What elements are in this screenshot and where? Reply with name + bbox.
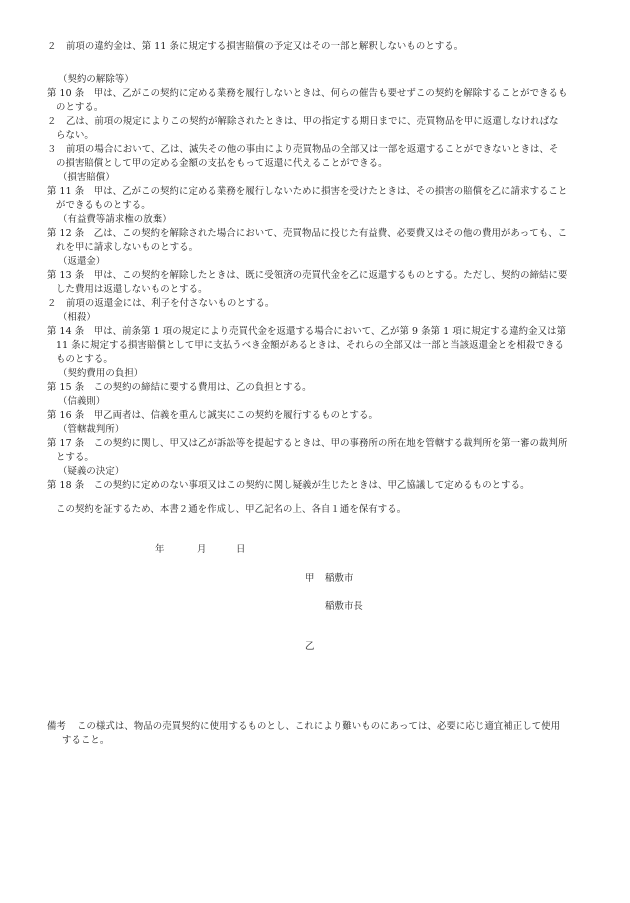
section-heading: （疑義の決定） xyxy=(58,466,125,477)
section-heading: （有益費等請求権の放棄） xyxy=(58,214,172,225)
closing-statement: この契約を証するため、本書２通を作成し、甲乙記名の上、各自１通を保有する。 xyxy=(56,504,407,515)
section-heading: （損害賠償） xyxy=(58,172,115,183)
text-line: 第 11 条 甲は、乙がこの契約に定める業務を履行しないために損害を受けたときは、その損害の賠償を乙に請求すること xyxy=(47,186,568,197)
section-heading: （契約の解除等） xyxy=(58,74,134,85)
text-line: ２ 前項の返還金には、利子を付さないものとする。 xyxy=(47,298,275,309)
text-line: 11 条に規定する損害賠償として甲に支払うべき金額があるときは、それらの全部又は一部と当該返還金とを相殺できる xyxy=(56,340,564,351)
text-line: 第 17 条 この契約に関し、甲又は乙が訴訟等を提起するときは、甲の事務所の所在地を管轄する裁判所を第一審の裁判所 xyxy=(47,438,568,449)
text-line: 第 15 条 この契約の締結に要する費用は、乙の負担とする。 xyxy=(47,382,312,393)
date-day: 日 xyxy=(236,544,246,555)
text-line: 第 16 条 甲乙両者は、信義を重んじ誠実にこの契約を履行するものとする。 xyxy=(47,410,378,421)
text-line: ２ 前項の違約金は、第 11 条に規定する損害賠償の予定又はその一部と解釈しないものとする。 xyxy=(47,41,464,52)
text-line: 第 10 条 甲は、乙がこの契約に定める業務を履行しないときは、何らの催告も要せずこの契約を解除することができるも xyxy=(47,88,568,99)
text-line: 第 14 条 甲は、前条第 1 項の規定により売買代金を返還する場合において、乙が第 9 条第 1 項に規定する違約金又は第 xyxy=(47,326,567,337)
text-line: ができるものとする。 xyxy=(56,200,151,211)
section-heading: （返還金） xyxy=(58,256,106,267)
section-heading: （信義則） xyxy=(58,396,106,407)
text-line: のとする。 xyxy=(56,102,104,113)
note-text: この様式は、物品の売買契約に使用するものとし、これにより難いものにあっては、必要に応じ適宜補正して使用 xyxy=(77,721,561,732)
party-a-label: 甲 xyxy=(305,573,315,584)
text-line: した費用は返還しないものとする。 xyxy=(56,284,208,295)
party-a-city: 稲敷市 xyxy=(325,573,354,584)
section-heading: （契約費用の負担） xyxy=(58,368,144,379)
text-line: 第 13 条 甲は、この契約を解除したときは、既に受領済の売買代金を乙に返還するものとする。ただし、契約の締結に要 xyxy=(47,270,568,281)
text-line: の損害賠償として甲の定める金額の支払をもって返還に代えることができる。 xyxy=(56,158,388,169)
text-line: らない。 xyxy=(56,130,94,141)
note-text: すること。 xyxy=(62,735,110,746)
section-heading: （相殺） xyxy=(58,312,96,323)
date-year: 年 xyxy=(155,544,165,555)
text-line: ２ 乙は、前項の規定によりこの契約が解除されたときは、甲の指定する期日までに、売買物品を甲に返還しなければな xyxy=(47,116,559,127)
text-line: れを甲に請求しないものとする。 xyxy=(56,242,199,253)
text-line: とする。 xyxy=(56,452,94,463)
party-a-mayor: 稲敷市長 xyxy=(325,601,363,612)
text-line: ものとする。 xyxy=(56,354,113,365)
text-line: 第 12 条 乙は、この契約を解除された場合において、売買物品に投じた有益費、必要費又はその他の費用があっても、こ xyxy=(47,228,568,239)
party-b-label: 乙 xyxy=(305,641,315,652)
note-label: 備考 xyxy=(47,721,66,732)
date-month: 月 xyxy=(197,544,207,555)
section-heading: （管轄裁判所） xyxy=(58,424,125,435)
text-line: ３ 前項の場合において、乙は、滅失その他の事由により売買物品の全部又は一部を返還することができないときは、そ xyxy=(47,144,559,155)
text-line: 第 18 条 この契約に定めのない事項又はこの契約に関し疑義が生じたときは、甲乙協議して定めるものとする。 xyxy=(47,480,530,491)
